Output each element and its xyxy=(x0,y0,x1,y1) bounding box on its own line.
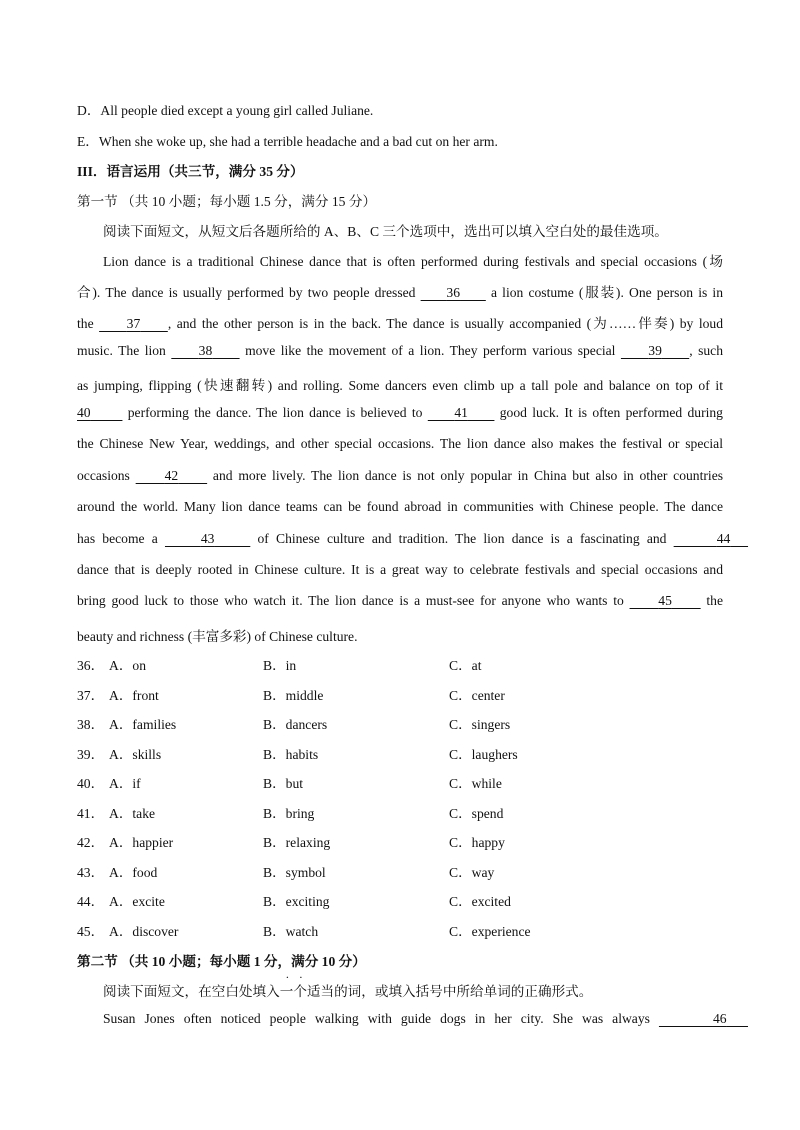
question-number: 40． xyxy=(77,776,105,791)
blank-36: 36 xyxy=(446,285,461,300)
choice-c: C．way xyxy=(449,865,495,880)
choice-b: B．but xyxy=(263,776,304,791)
choice-c: C．experience xyxy=(449,924,531,939)
passage-line: as jumping, flipping (快速翻转) and rolling. Some dancers even climb up a tall pole and balance on top of it xyxy=(77,378,723,393)
question-number: 39． xyxy=(77,747,105,762)
choice-b: B．dancers xyxy=(263,717,328,732)
choice-a: A．happier xyxy=(109,835,174,850)
instruction-text: 阅读下面短文，在空白处填入一个适当的词，或填入括号中所给单词的正确形式。 xyxy=(103,980,592,1000)
blank-45: 45 xyxy=(658,593,672,608)
question-number: 44． xyxy=(77,894,105,909)
blank-46: 46 xyxy=(712,1011,727,1026)
choice-b: B．relaxing xyxy=(263,835,331,850)
question-number: 45． xyxy=(77,924,105,939)
part-two-heading: 第二节 （共 10 小题；每小题 1 分，满分 10 分） xyxy=(77,954,366,969)
question-number: 38． xyxy=(77,717,105,732)
choice-c: C．center xyxy=(449,688,505,703)
blank-44: 44 xyxy=(716,531,731,546)
choice-a: A．take xyxy=(109,806,156,821)
passage-line: beauty and richness (丰富多彩) of Chinese culture. xyxy=(77,629,358,644)
option-d-line: D．All people died except a young girl called Juliane. xyxy=(77,103,374,118)
blank-40: 40 xyxy=(77,405,91,420)
choice-c: C．at xyxy=(449,658,482,673)
section-heading: III．语言运用（共三节，满分 35 分） xyxy=(77,164,304,179)
choice-c: C．while xyxy=(449,776,502,791)
question-number: 43． xyxy=(77,865,105,880)
choice-b: B．middle xyxy=(263,688,324,703)
choice-b: B．watch xyxy=(263,924,319,939)
choice-c: C．singers xyxy=(449,717,511,732)
passage-line: around the world. Many lion dance teams can be found abroad in communities with Chinese people. The dance xyxy=(77,499,723,514)
choice-c: C．excited xyxy=(449,894,511,909)
choice-b: B．exciting xyxy=(263,894,330,909)
blank-43: 43 xyxy=(200,531,215,546)
passage-line: 40 performing the dance. The lion dance is believed to 41 good luck. It is often performed during xyxy=(77,405,723,420)
passage-line: Susan Jones often noticed people walking with guide dogs in her city. She was always 46 xyxy=(103,1011,748,1027)
passage-line: Lion dance is a traditional Chinese dance that is often performed during festivals and special occasions (场 xyxy=(103,254,723,269)
emphasis-char: 一 xyxy=(279,984,294,999)
choice-a: A．if xyxy=(109,776,141,791)
question-number: 37． xyxy=(77,688,105,703)
choice-b: B．habits xyxy=(263,747,319,762)
instruction-text: 阅读下面短文，从短文后各题所给的 A、B、C 三个选项中，选出可以填入空白处的最佳选项。 xyxy=(103,224,668,239)
blank-41: 41 xyxy=(454,405,468,420)
question-number: 42． xyxy=(77,835,105,850)
passage-line: has become a 43 of Chinese culture and tradition. The lion dance is a fascinating and 44 xyxy=(77,531,748,547)
choice-c: C．spend xyxy=(449,806,504,821)
choice-b: B．bring xyxy=(263,806,315,821)
emphasis-char: 个 xyxy=(293,984,307,999)
blank-39: 39 xyxy=(648,343,662,358)
passage-line: the 37 , and the other person is in the back. The dance is usually accompanied (为……伴奏) by loud xyxy=(77,316,723,331)
passage-line: occasions 42 and more lively. The lion dance is not only popular in China but also in other countries xyxy=(77,468,724,483)
choice-a: A．excite xyxy=(109,894,165,909)
passage-line: bring good luck to those who watch it. The lion dance is a must-see for anyone who wants to 45 the xyxy=(77,593,723,608)
passage-line: 合). The dance is usually performed by two people dressed 36 a lion costume (服装). One person is in xyxy=(77,285,724,300)
choice-c: C．happy xyxy=(449,835,505,850)
part-one-heading: 第一节 （共 10 小题；每小题 1.5 分，满分 15 分） xyxy=(77,194,377,209)
question-number: 41． xyxy=(77,806,105,821)
choice-a: A．on xyxy=(109,658,147,673)
passage-line: dance that is deeply rooted in Chinese culture. It is a great way to celebrate festivals and special occasions and xyxy=(77,562,723,577)
choice-b: B．symbol xyxy=(263,865,326,880)
question-number: 36． xyxy=(77,658,105,673)
choice-c: C．laughers xyxy=(449,747,518,762)
choice-a: A．front xyxy=(109,688,159,703)
blank-38: 38 xyxy=(198,343,213,358)
blank-37: 37 xyxy=(126,316,141,331)
choice-b: B．in xyxy=(263,658,297,673)
passage-line: the Chinese New Year, weddings, and other special occasions. The lion dance also makes the festival or special xyxy=(77,436,723,451)
choice-a: A．skills xyxy=(109,747,162,762)
choice-a: A．families xyxy=(109,717,177,732)
blank-42: 42 xyxy=(164,468,179,483)
choice-a: A．food xyxy=(109,865,158,880)
passage-line: music. The lion 38 move like the movement of a lion. They perform various special 39 , such xyxy=(77,343,723,358)
choice-a: A．discover xyxy=(109,924,179,939)
option-e-line: E．When she woke up, she had a terrible headache and a bad cut on her arm. xyxy=(77,134,498,149)
